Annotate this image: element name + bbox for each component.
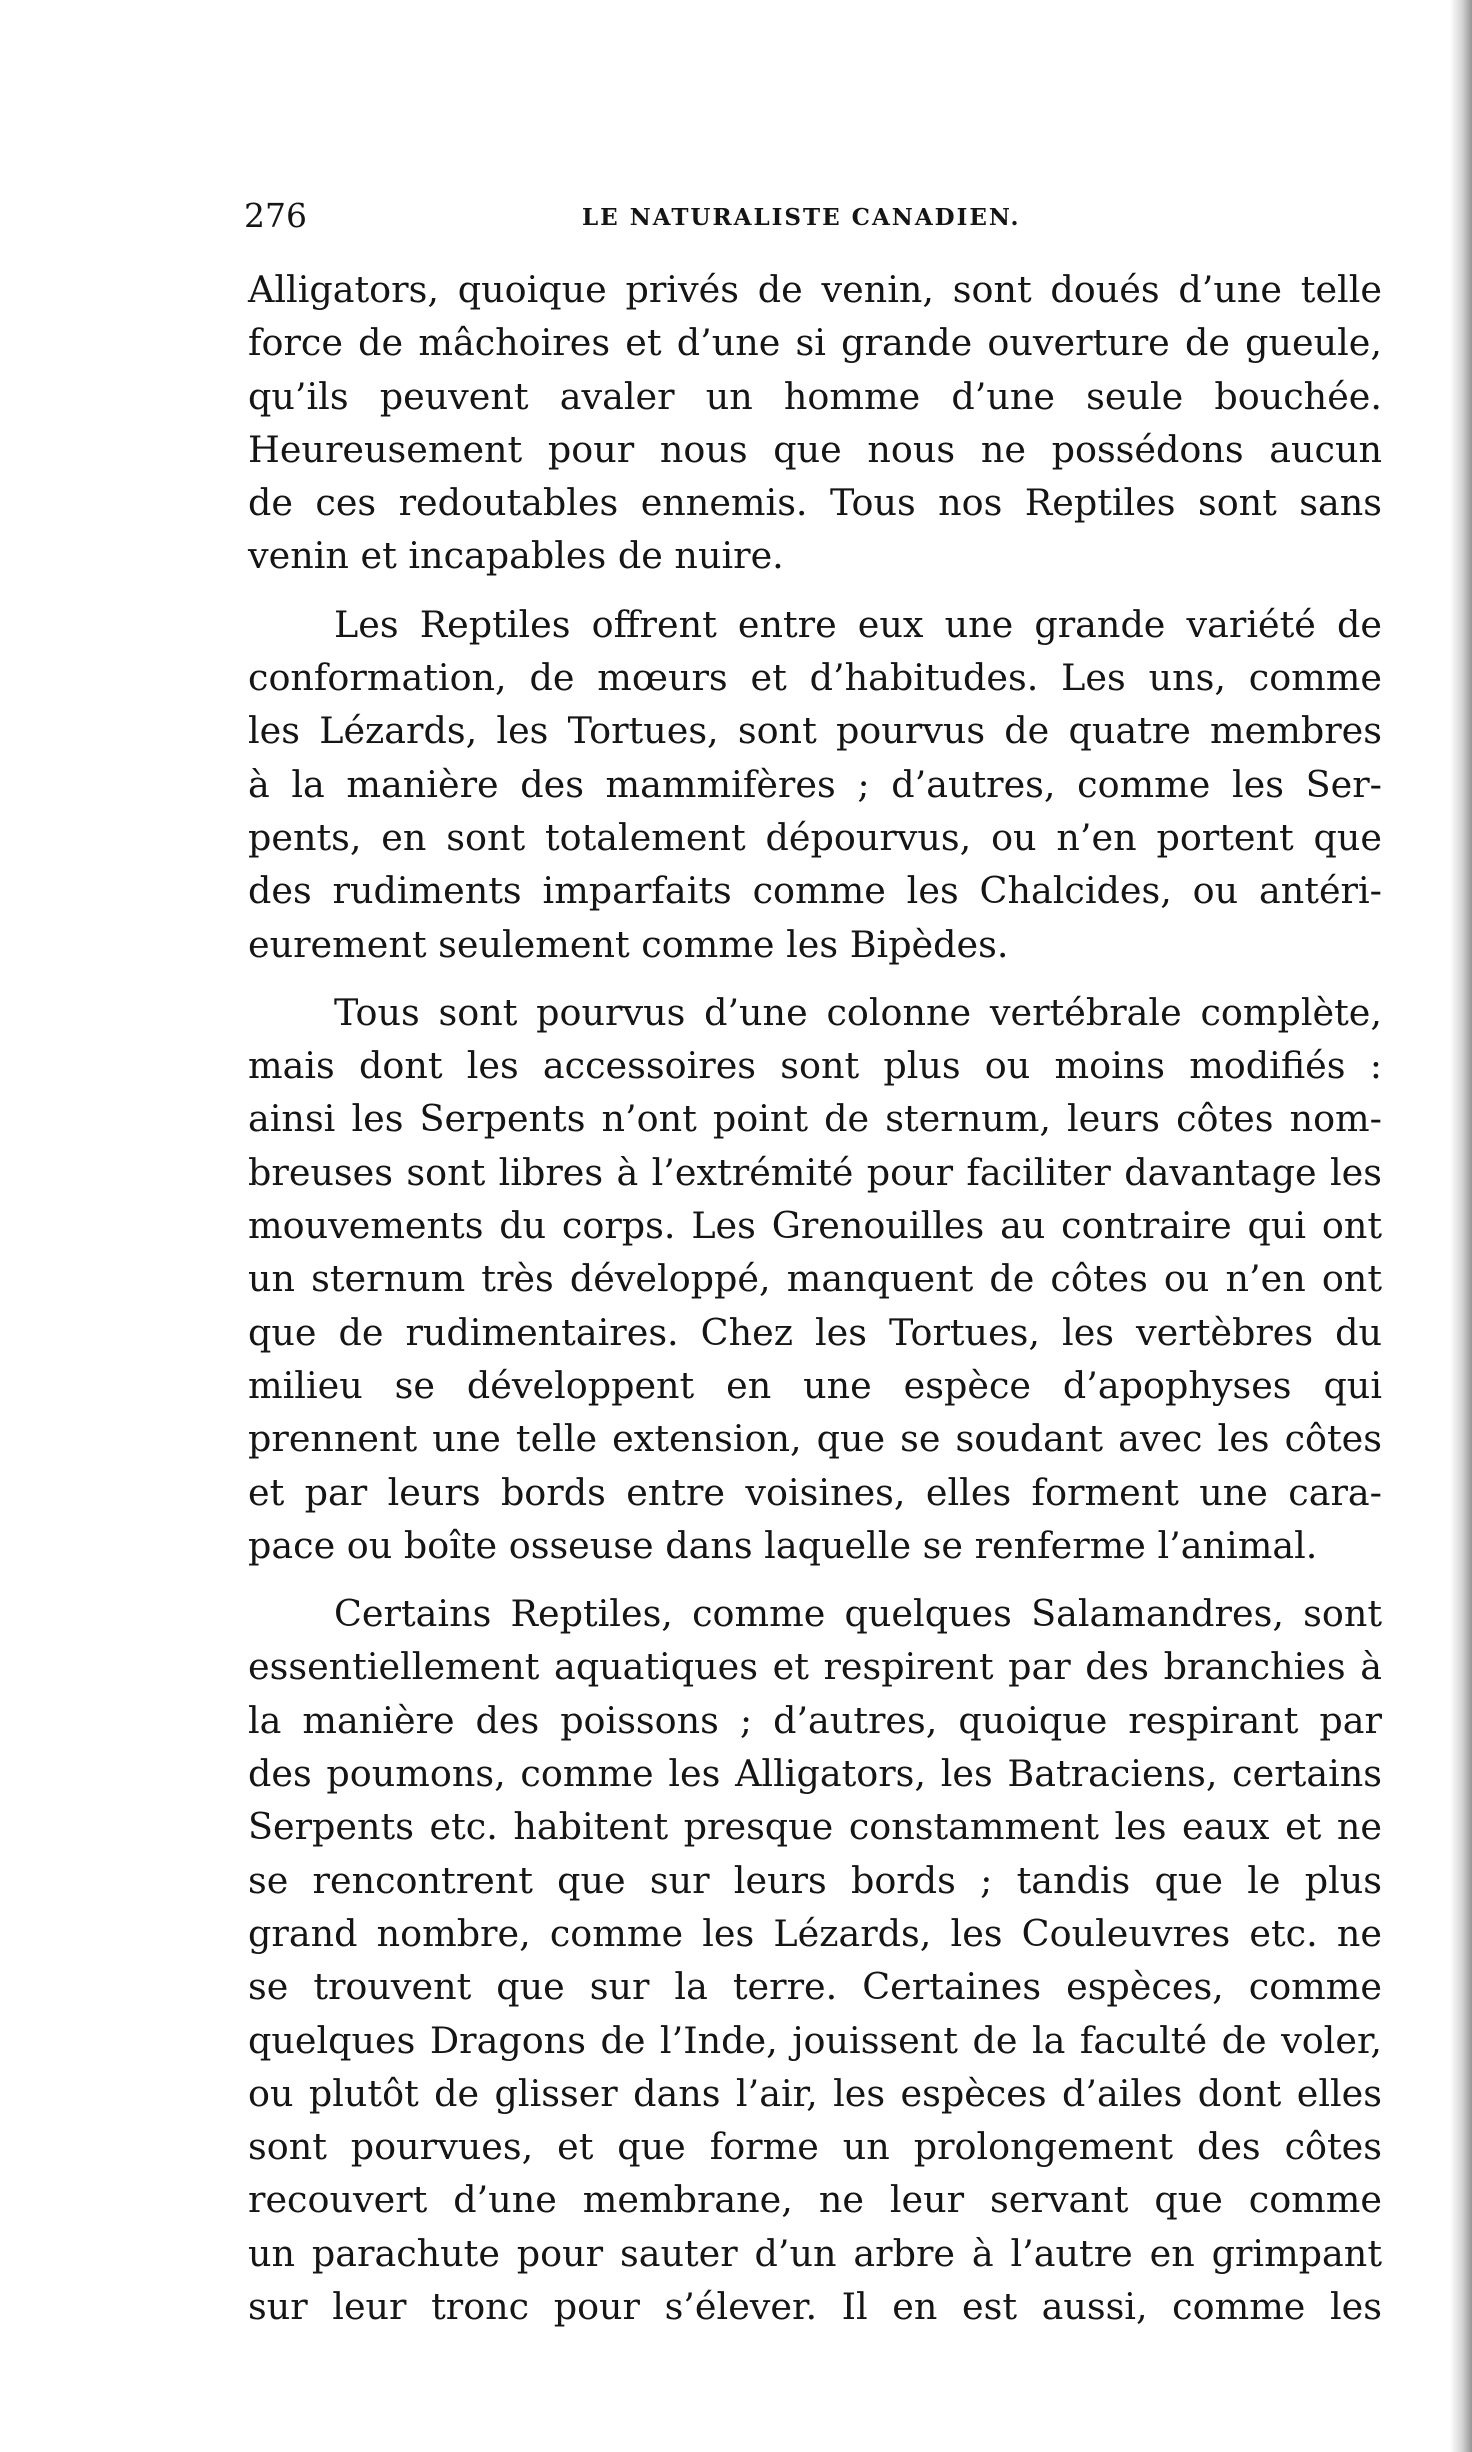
running-head: LE NATURALISTE CANADIEN. [582,204,1021,231]
text-line: sont pourvues, et que forme un prolongement des côtes [248,2125,1382,2169]
text-line: les Lézards, les Tortues, sont pourvus de quatre membres [248,709,1382,753]
text-line: des rudiments imparfaits comme les Chalcides, ou antéri- [248,869,1382,913]
text-line: mais dont les accessoires sont plus ou moins modifiés : [248,1044,1382,1088]
text-line: se trouvent que sur la terre. Certaines espèces, comme [248,1965,1382,2009]
text-line: Serpents etc. habitent presque constamment les eaux et ne [248,1805,1382,1849]
text-line: Heureusement pour nous que nous ne possédons aucun [248,427,1382,471]
text-line: ainsi les Serpents n’ont point de sternum, leurs côtes nom- [248,1097,1382,1141]
text-line: conformation, de mœurs et d’habitudes. Les uns, comme [248,656,1382,700]
text-line: recouvert d’une membrane, ne leur servant que comme [248,2178,1382,2222]
text-line: qu’ils peuvent avaler un homme d’une seule bouchée. [248,374,1382,418]
page-number: 276 [244,196,307,235]
text-line: Alligators, quoique privés de venin, sont doués d’une telle [248,268,1382,311]
page-header [244,196,1386,236]
text-line: Certains Reptiles, comme quelques Salamandres, sont [334,1592,1382,1636]
text-line: pace ou boîte osseuse dans laquelle se renferme l’animal. [248,1523,1318,1567]
paragraph-1 [248,263,1382,583]
text-line: breuses sont libres à l’extrémité pour faciliter davantage les [248,1150,1382,1194]
text-line: Les Reptiles offrent entre eux une grande variété de [334,602,1382,646]
text-line: quelques Dragons de l’Inde, jouissent de la faculté de voler, [248,2018,1382,2062]
body-text [248,263,1382,2348]
text-line: sur leur tronc pour s’élever. Il en est aussi, comme les [248,2284,1382,2328]
text-line: que de rudimentaires. Chez les Tortues, les vertèbres du [248,1310,1382,1354]
paragraph-4 [248,1587,1382,2333]
text-line: grand nombre, comme les Lézards, les Couleuvres etc. ne [248,1911,1382,1955]
text-line: essentiellement aquatiques et respirent par des branchies à [248,1645,1382,1689]
text-line: à la manière des mammifères ; d’autres, comme les Ser- [248,762,1382,806]
text-line: Tous sont pourvus d’une colonne vertébrale complète, [334,990,1382,1034]
text-line: eurement seulement comme les Bipèdes. [248,922,1009,966]
text-line: ou plutôt de glisser dans l’air, les espèces d’ailes dont elles [248,2071,1382,2115]
text-line: force de mâchoires et d’une si grande ouverture de gueule, [248,321,1382,365]
text-line: prennent une telle extension, que se soudant avec les côtes [248,1417,1382,1461]
scan-page-edge [1450,0,1472,2452]
text-line: la manière des poissons ; d’autres, quoique respirant par [248,1698,1382,1742]
text-line: de ces redoutables ennemis. Tous nos Reptiles sont sans [248,481,1382,525]
text-line: des poumons, comme les Alligators, les Batraciens, certains [248,1752,1382,1796]
text-line: pents, en sont totalement dépourvus, ou n’en portent que [248,815,1382,859]
text-line: venin et incapables de nuire. [248,534,784,578]
text-line: un parachute pour sauter d’un arbre à l’autre en grimpant [248,2231,1382,2275]
paragraph-2 [248,598,1382,971]
text-line: un sternum très développé, manquent de côtes ou n’en ont [248,1257,1382,1301]
text-line: mouvements du corps. Les Grenouilles au contraire qui ont [248,1204,1382,1248]
text-line: se rencontrent que sur leurs bords ; tandis que le plus [248,1858,1382,1902]
paragraph-3 [248,986,1382,1572]
text-line: milieu se développent en une espèce d’apophyses qui [248,1363,1382,1407]
text-line: et par leurs bords entre voisines, elles forment une cara- [248,1470,1382,1514]
